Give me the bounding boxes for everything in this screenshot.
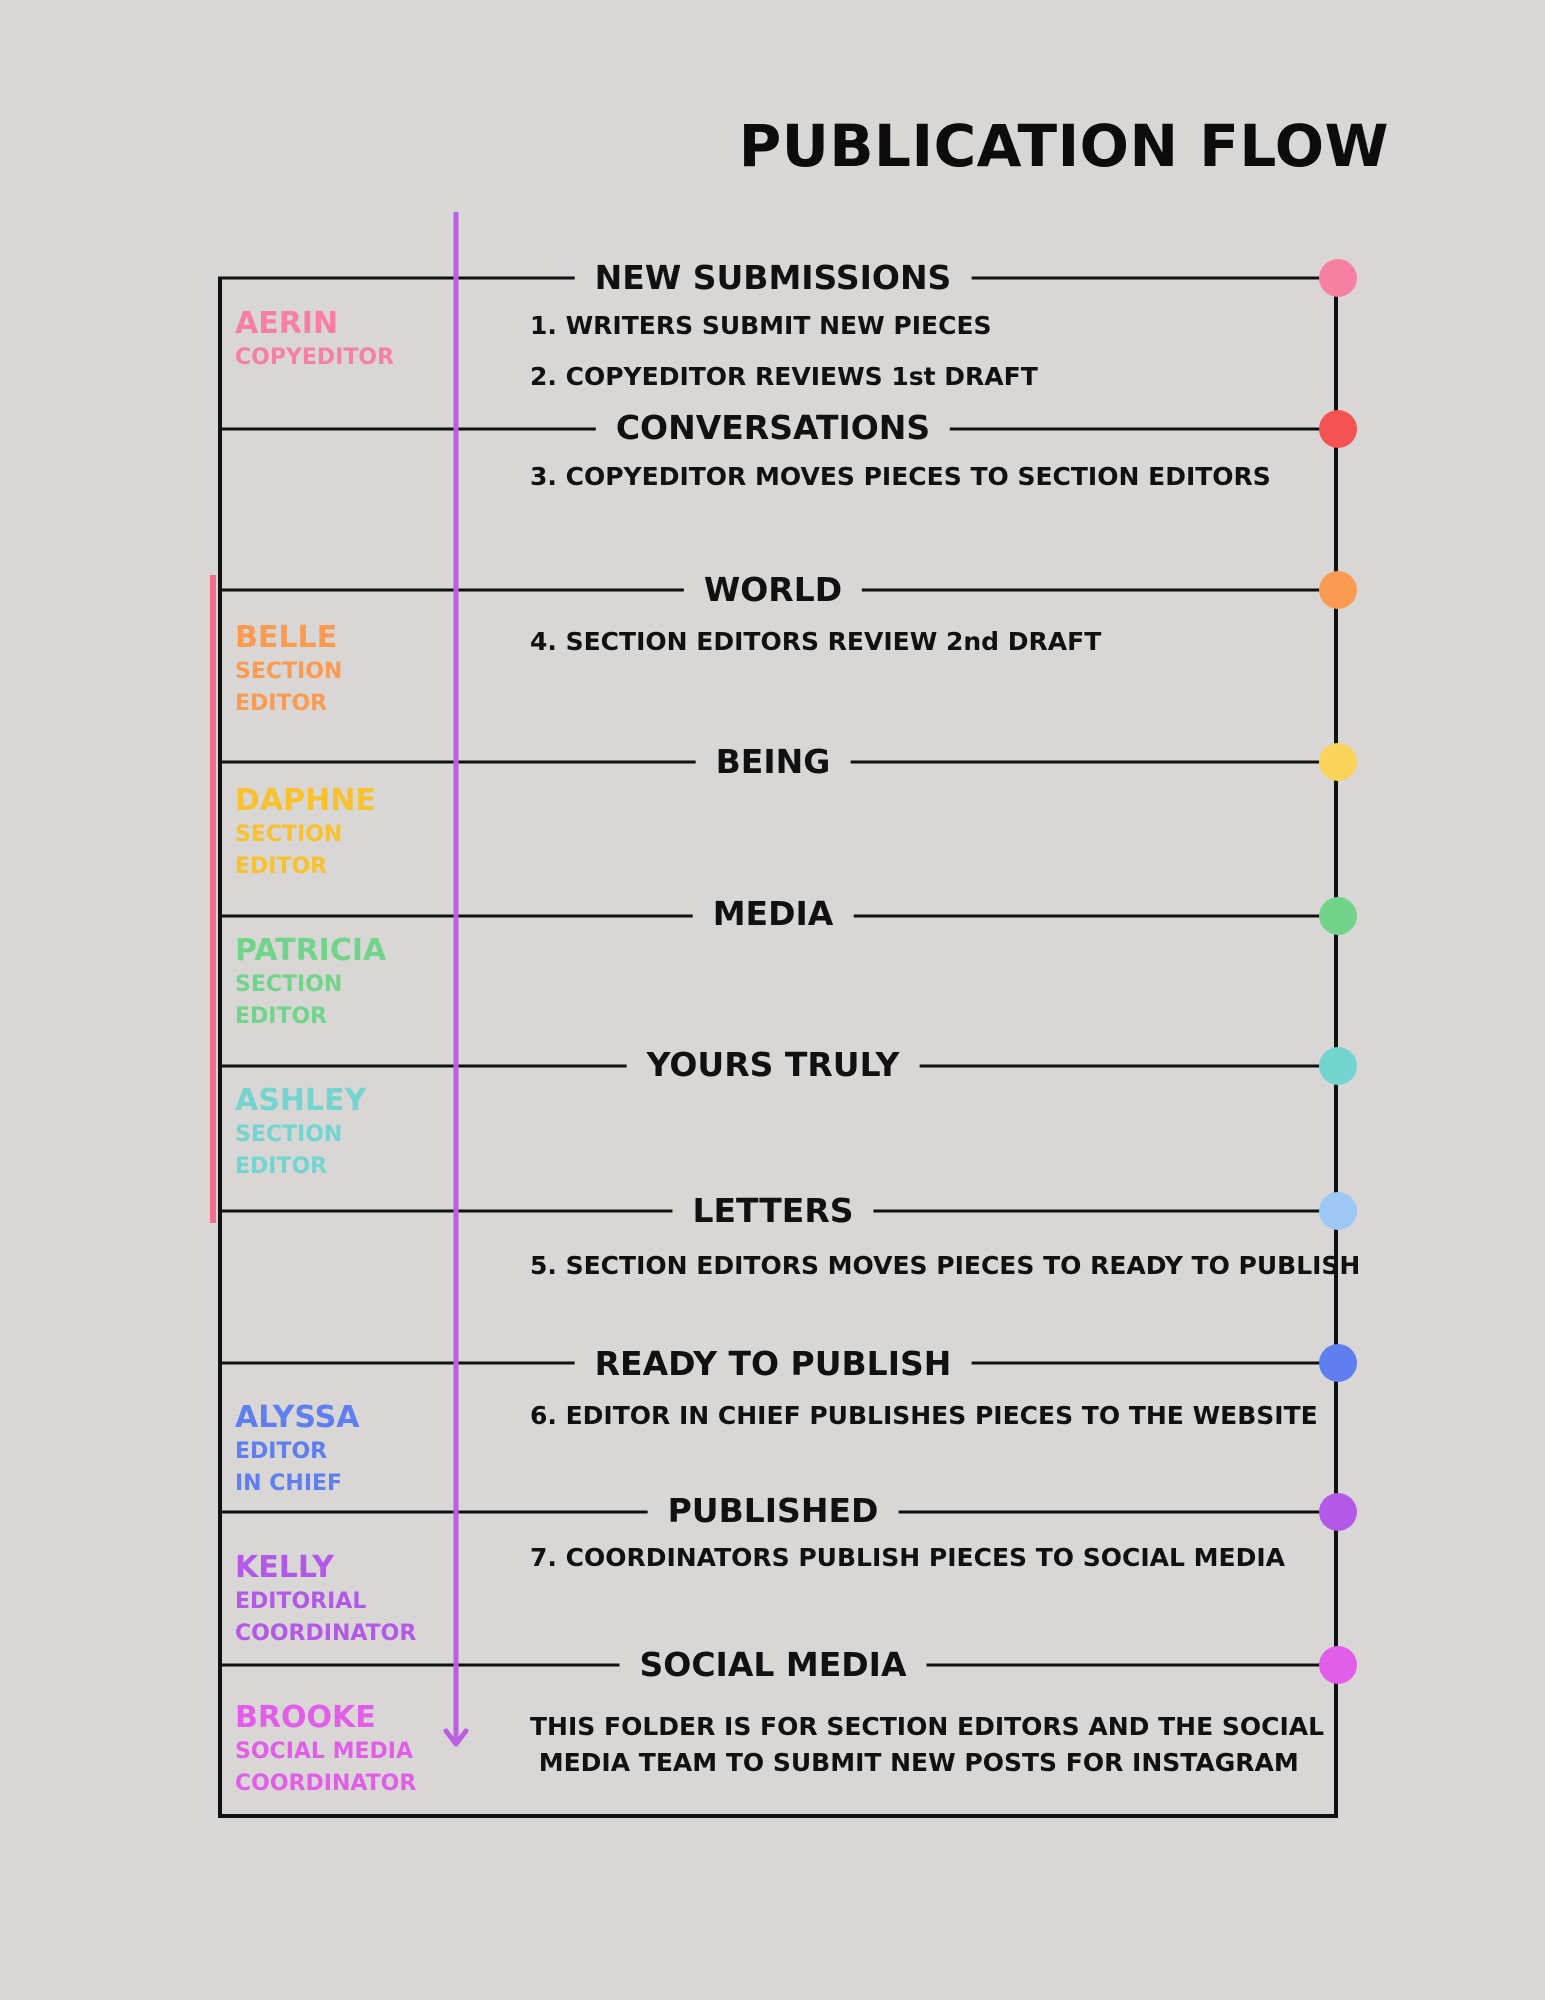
step-2: 2. COPYEDITOR REVIEWS 1st DRAFT	[530, 362, 1038, 391]
stage-dot-world	[1319, 571, 1357, 609]
person-name: BELLE	[235, 620, 338, 655]
stage-label-social-media: SOCIAL MEDIA	[620, 1645, 927, 1685]
person-brooke	[235, 1700, 416, 1800]
stage-label-media: MEDIA	[693, 894, 854, 934]
stage-label-yours-truly: YOURS TRULY	[627, 1045, 920, 1085]
person-role: SECTION EDITOR	[235, 972, 343, 1029]
stage-dot-being	[1319, 743, 1357, 781]
person-name: BROOKE	[235, 1700, 376, 1735]
person-role: SOCIAL MEDIA COORDINATOR	[235, 1739, 417, 1796]
person-name: KELLY	[235, 1550, 335, 1585]
person-ashley	[235, 1083, 366, 1183]
person-role: COPYEDITOR	[235, 345, 395, 370]
person-name: ASHLEY	[235, 1083, 367, 1118]
step-5: 5. SECTION EDITORS MOVES PIECES TO READY TO PUBLISH	[530, 1251, 1361, 1280]
instagram-folder-note: THIS FOLDER IS FOR SECTION EDITORS AND THE SOCIAL MEDIA TEAM TO SUBMIT NEW POSTS FOR INSTAGRAM	[530, 1712, 1325, 1777]
step-4: 4. SECTION EDITORS REVIEW 2nd DRAFT	[530, 627, 1102, 656]
stage-dot-new-submissions	[1319, 259, 1357, 297]
stage-label-letters: LETTERS	[672, 1191, 873, 1231]
person-role: SECTION EDITOR	[235, 659, 343, 716]
stage-label-conversations: CONVERSATIONS	[596, 408, 950, 448]
person-name: AERIN	[235, 306, 339, 341]
person-aerin	[235, 306, 394, 374]
person-alyssa	[235, 1400, 359, 1500]
step-6: 6. EDITOR IN CHIEF PUBLISHES PIECES TO THE WEBSITE	[530, 1401, 1318, 1430]
step-1: 1. WRITERS SUBMIT NEW PIECES	[530, 311, 992, 340]
person-name: ALYSSA	[235, 1400, 360, 1435]
step-3: 3. COPYEDITOR MOVES PIECES TO SECTION EDITORS	[530, 462, 1271, 491]
page-title: PUBLICATION FLOW	[738, 112, 1389, 180]
stage-dot-social-media	[1319, 1646, 1357, 1684]
person-name: DAPHNE	[235, 783, 376, 818]
stage-label-ready-to-publish: READY TO PUBLISH	[575, 1344, 972, 1384]
person-role: EDITORIAL COORDINATOR	[235, 1589, 417, 1646]
flow-arrow	[446, 212, 466, 1744]
person-kelly	[235, 1550, 416, 1650]
person-role: EDITOR IN CHIEF	[235, 1439, 343, 1496]
step-7: 7. COORDINATORS PUBLISH PIECES TO SOCIAL MEDIA	[530, 1543, 1285, 1572]
person-daphne	[235, 783, 376, 883]
stage-label-published: PUBLISHED	[648, 1491, 899, 1531]
person-patricia	[235, 933, 386, 1033]
stage-label-world: WORLD	[684, 570, 862, 610]
stage-dot-letters	[1319, 1192, 1357, 1230]
stage-label-new-submissions: NEW SUBMISSIONS	[575, 258, 972, 298]
stage-dot-media	[1319, 897, 1357, 935]
stage-dot-ready-to-publish	[1319, 1344, 1357, 1382]
stage-dot-yours-truly	[1319, 1047, 1357, 1085]
stage-dot-conversations	[1319, 410, 1357, 448]
person-role: SECTION EDITOR	[235, 822, 343, 879]
person-name: PATRICIA	[235, 933, 387, 968]
stage-label-being: BEING	[696, 742, 851, 782]
person-belle	[235, 620, 342, 720]
stage-dot-published	[1319, 1493, 1357, 1531]
person-role: SECTION EDITOR	[235, 1122, 343, 1179]
